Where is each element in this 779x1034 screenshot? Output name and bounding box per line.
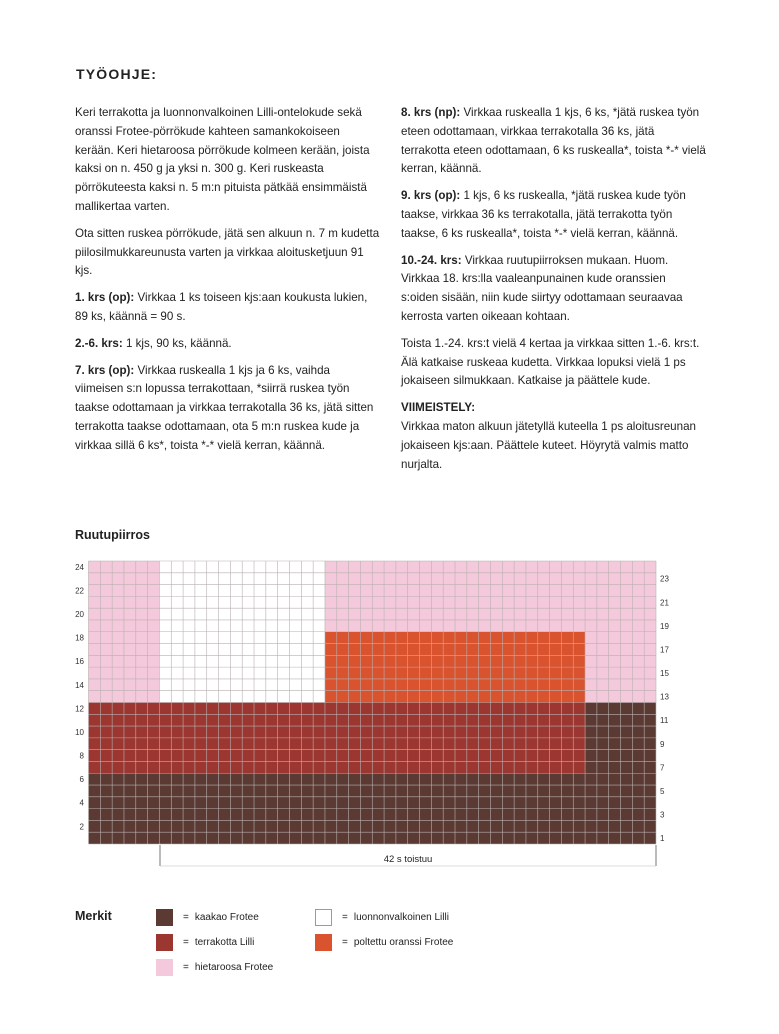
row-label-left: 6 <box>79 775 84 785</box>
row-label-left: 4 <box>79 798 84 808</box>
row-label-left: 18 <box>75 633 84 643</box>
row-label-left: 24 <box>75 562 84 572</box>
swatch-white <box>315 909 332 926</box>
row-label-right: 9 <box>660 739 665 749</box>
instruction-paragraph: Ota sitten ruskea pörrökude, jätä sen alkuun n. 7 m kudetta piilosilmukkareunusta varten ja virkkaa aloitusketjuun 91 kjs. <box>75 226 380 278</box>
swatch-terra <box>156 934 173 951</box>
chart-title: Ruutupiirros <box>75 528 150 542</box>
legend-title: Merkit <box>75 909 112 923</box>
swatch-orange <box>315 934 332 951</box>
row-label-right: 11 <box>660 716 669 726</box>
legend-equals: = <box>183 962 189 973</box>
row-label-left: 16 <box>75 657 84 667</box>
repeat-label: 42 s toistuu <box>383 854 433 865</box>
legend-item-pink <box>156 959 273 976</box>
instruction-paragraph: Keri terrakotta ja luonnonvalkoinen Lilli-ontelokude sekä oranssi Frotee-pörrökude kahteen samankokoiseen kerään. Keri hietaroosa pörrökude kolmeen kerään, joista kaksi on n. 450 g ja yksi n. 300 g. Keri ruskeasta pörrökuteesta kaksi n. 5 m:n pituista pätkää ensimmäistä mallikertaa varten. <box>75 106 370 213</box>
row-label-right: 23 <box>660 574 669 584</box>
swatch-pink <box>156 959 173 976</box>
row-label-right: 3 <box>660 810 665 820</box>
legend-item-white <box>315 909 449 926</box>
row-label-left: 14 <box>75 680 84 690</box>
finishing-heading: VIIMEISTELY: <box>401 401 476 415</box>
row-label-right: 1 <box>660 834 665 844</box>
instruction-paragraph: 1. krs (op): Virkkaa 1 ks toiseen kjs:aan koukusta lukien, 89 ks, käännä = 90 s. <box>75 291 368 323</box>
legend-item-terra <box>156 934 254 951</box>
legend-label: kaakao Frotee <box>194 912 259 923</box>
row-label-right: 5 <box>660 786 665 796</box>
legend-item-orange <box>315 934 453 951</box>
page-title: TYÖOHJE: <box>76 66 158 82</box>
instruction-paragraph: Toista 1.-24. krs:t vielä 4 kertaa ja virkkaa sitten 1.-6. krs:t. Älä katkaise ruskeaa kudetta. Virkkaa lopuksi vielä 1 ps jokaiseen silmukkaan. Katkaise ja päättele kude. <box>401 336 700 388</box>
instruction-paragraph: 10.-24. krs: Virkkaa ruutupiirroksen mukaan. Huom. Virkkaa 18. krs:lla vaaleanpunainen kude oranssien s:oiden sisään, niin kude siirtyy odottamaan seuraavaa kerrosta varten oikeaan kohtaan. <box>401 253 683 323</box>
row-label-right: 7 <box>660 763 665 773</box>
row-label-left: 10 <box>75 727 84 737</box>
instruction-paragraph: 7. krs (op): Virkkaa ruskealla 1 kjs ja 6 ks, vaihda viimeisen s:n lopussa terrakottaan, *siirrä ruskea työn taakse odottamaan ja virkkaa terrakotalla 36 ks, jätä sitten terrakotta taakse odottamaan, ota 5 m:n ruskea kude ja virkkaa sillä 6 ks*, toista *-* vielä kerran, käännä. <box>75 363 374 452</box>
legend-equals: = <box>342 937 348 948</box>
legend-label: hietaroosa Frotee <box>194 962 274 973</box>
swatch-cocoa <box>156 909 173 926</box>
legend-label: luonnonvalkoinen Lilli <box>353 912 449 923</box>
row-label-left: 2 <box>79 822 84 832</box>
finishing-text: Virkkaa maton alkuun jätetyllä kuteella 1 ps aloitusreunan jokaiseen kjs:aan. Päättele kuteet. Höyrytä valmis matto nurjalta. <box>401 419 696 471</box>
row-label-right: 13 <box>660 692 669 702</box>
instruction-paragraph: 8. krs (np): Virkkaa ruskealla 1 kjs, 6 ks, *jätä ruskea työn eteen odottamaan, virkkaa terrakotalla 36 ks, jätä terrakotta eteen odottamaan, 6 ks ruskealla*, toista *-* vielä kerran, käännä. <box>401 106 706 176</box>
row-label-right: 19 <box>660 621 669 631</box>
legend-label: terrakotta Lilli <box>194 937 255 948</box>
row-label-left: 20 <box>75 610 84 620</box>
legend-equals: = <box>183 912 189 923</box>
legend-equals: = <box>342 912 348 923</box>
legend-label: poltettu oranssi Frotee <box>353 937 454 948</box>
legend-item-cocoa <box>156 909 259 926</box>
legend-equals: = <box>183 937 189 948</box>
row-label-right: 15 <box>660 669 669 679</box>
instruction-paragraph: 2.-6. krs: 1 kjs, 90 ks, käännä. <box>75 336 232 350</box>
row-label-right: 21 <box>660 598 669 608</box>
row-label-left: 8 <box>79 751 84 761</box>
row-label-left: 12 <box>75 704 84 714</box>
instruction-paragraph: 9. krs (op): 1 kjs, 6 ks ruskealla, *jätä ruskea kude työn taakse, virkkaa 36 ks terrakotalla, jätä terrakotta työn taakse, 6 ks ruskealla*, toista *-* vielä kerran, käännä. <box>401 189 686 240</box>
row-label-right: 17 <box>660 645 669 655</box>
row-label-left: 22 <box>75 586 84 596</box>
